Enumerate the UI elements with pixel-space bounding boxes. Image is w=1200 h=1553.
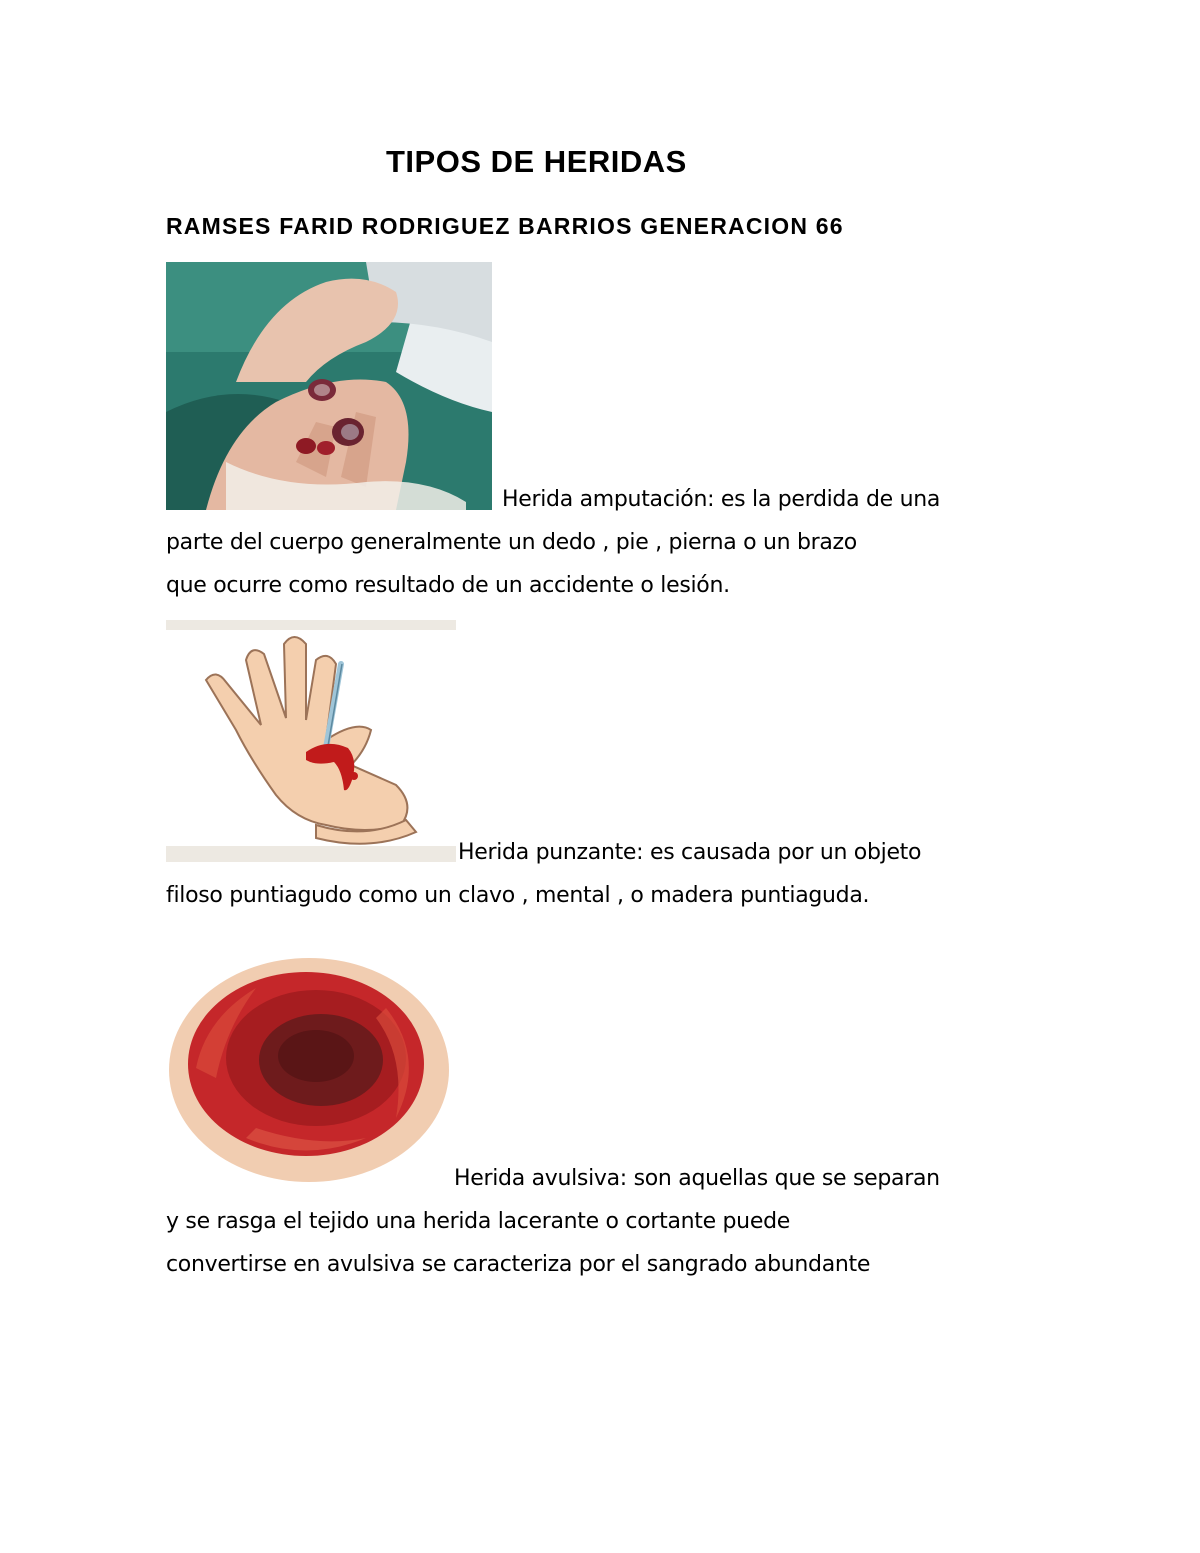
avulsion-paragraph: [166, 1157, 1036, 1286]
author-line: RAMSES FARID RODRIGUEZ BARRIOS GENERACION 66: [166, 213, 844, 239]
puncture-line-2: filoso puntiagudo como un clavo , mental , o madera puntiaguda.: [166, 883, 870, 908]
avulsion-line-1: Herida avulsiva: son aquellas que se separan: [454, 1166, 940, 1191]
amputation-line-3: que ocurre como resultado de un accidente o lesión.: [166, 573, 730, 598]
puncture-line-1: Herida punzante: es causada por un objeto: [458, 840, 922, 865]
amputation-line-1: Herida amputación: es la perdida de una: [502, 487, 941, 512]
puncture-paragraph: [166, 831, 1036, 917]
amputation-paragraph: [166, 478, 1036, 607]
puncture-illustration: [166, 620, 456, 862]
avulsion-line-2: y se rasga el tejido una herida lacerante o cortante puede: [166, 1209, 790, 1234]
amputation-line-2: parte del cuerpo generalmente un dedo , pie , pierna o un brazo: [166, 530, 857, 555]
page-title: TIPOS DE HERIDAS: [386, 144, 687, 179]
avulsion-line-3: convertirse en avulsiva se caracteriza por el sangrado abundante: [166, 1252, 871, 1277]
avulsion-photo: [166, 948, 452, 1186]
amputation-photo: [166, 262, 492, 510]
